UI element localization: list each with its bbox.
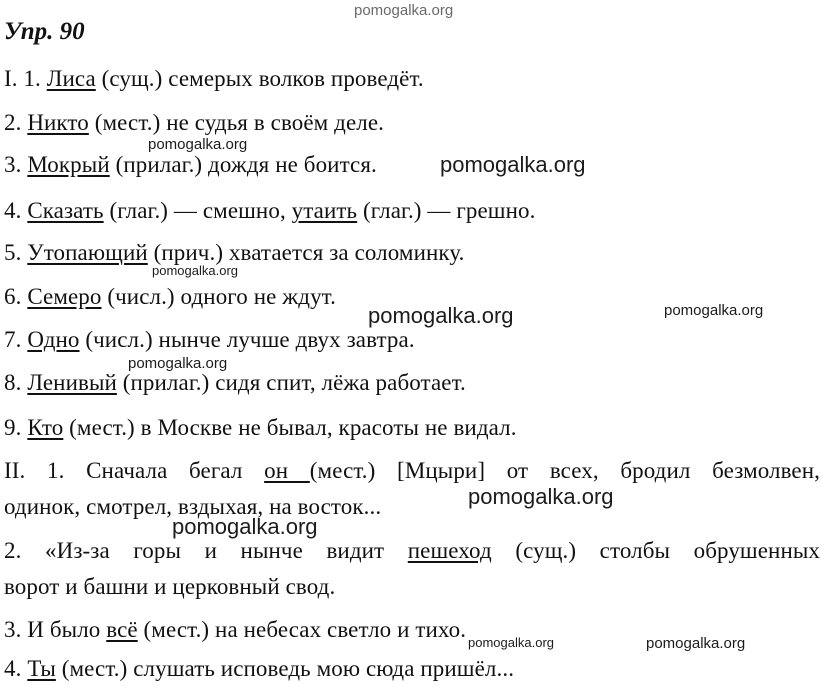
watermark-7: pomogalka.org [468,484,614,509]
text-line-4: 4. Сказать (глаг.) — смешно, утаить (глаг.) — грешно. [4,198,536,223]
watermark-top: pomogalka.org [354,2,454,19]
underlined-word: Кто [27,415,64,440]
text-line-1: I. 1. Лиса (сущ.) семерых волков проведёт. [4,66,424,91]
text-line-3: 3. Мокрый (прилаг.) дождя не боится. [4,152,377,177]
text-line-10: II. 1. Сначала бегал он (мест.) [Мцыри] от всех, бродил безмолвен, [4,458,820,483]
underlined-word: Ты [27,656,56,681]
watermark-8: pomogalka.org [172,514,318,539]
underlined-word: Утопающий [27,240,148,265]
underlined-word: всё [106,617,138,642]
underlined-word: Никто [27,110,89,135]
underlined-word: Семеро [27,284,102,309]
text-line-6: 6. Семеро (числ.) одного не ждут. [4,284,336,309]
underlined-word: он [264,458,310,483]
text-line-9: 9. Кто (мест.) в Москве не бывал, красоты не видал. [4,415,517,440]
underlined-word: Одно [27,327,80,352]
text-line-12: 2. «Из-за горы и нынче видит пешеход (сущ.) столбы обрушенных [4,538,821,563]
watermark-5: pomogalka.org [368,303,514,328]
watermark-4: pomogalka.org [664,302,764,319]
exercise-title: Упр. 90 [4,18,85,45]
text-line-13: ворот и башни и церковный свод. [4,574,336,599]
text-line-5: 5. Утопающий (прич.) хватается за соломинку. [4,240,465,265]
text-line-15: 4. Ты (мест.) слушать исповедь мою сюда пришёл... [4,656,515,681]
underlined-word: Мокрый [27,152,110,177]
underlined-word: Ленивый [27,370,117,395]
text-line-11: одинок, смотрел, вздыхая, на восток... [4,494,382,519]
text-line-7: 7. Одно (числ.) нынче лучше двух завтра. [4,327,415,352]
text-line-8: 8. Ленивый (прилаг.) сидя спит, лёжа работает. [4,370,466,395]
text-line-2: 2. Никто (мест.) не судья в своём деле. [4,110,385,135]
watermark-10: pomogalka.org [646,635,746,652]
watermark-9: pomogalka.org [468,635,554,650]
watermark-2: pomogalka.org [440,152,586,177]
underlined-word: Лиса [46,66,96,91]
underlined-word: Сказать [27,198,104,223]
text-line-14: 3. И было всё (мест.) на небесах светло и тихо. [4,617,467,642]
watermark-3: pomogalka.org [152,263,238,278]
underlined-word: пешеход [407,538,492,563]
watermark-1: pomogalka.org [148,136,248,153]
watermark-6: pomogalka.org [128,355,228,372]
underlined-word: утаить [291,198,358,223]
